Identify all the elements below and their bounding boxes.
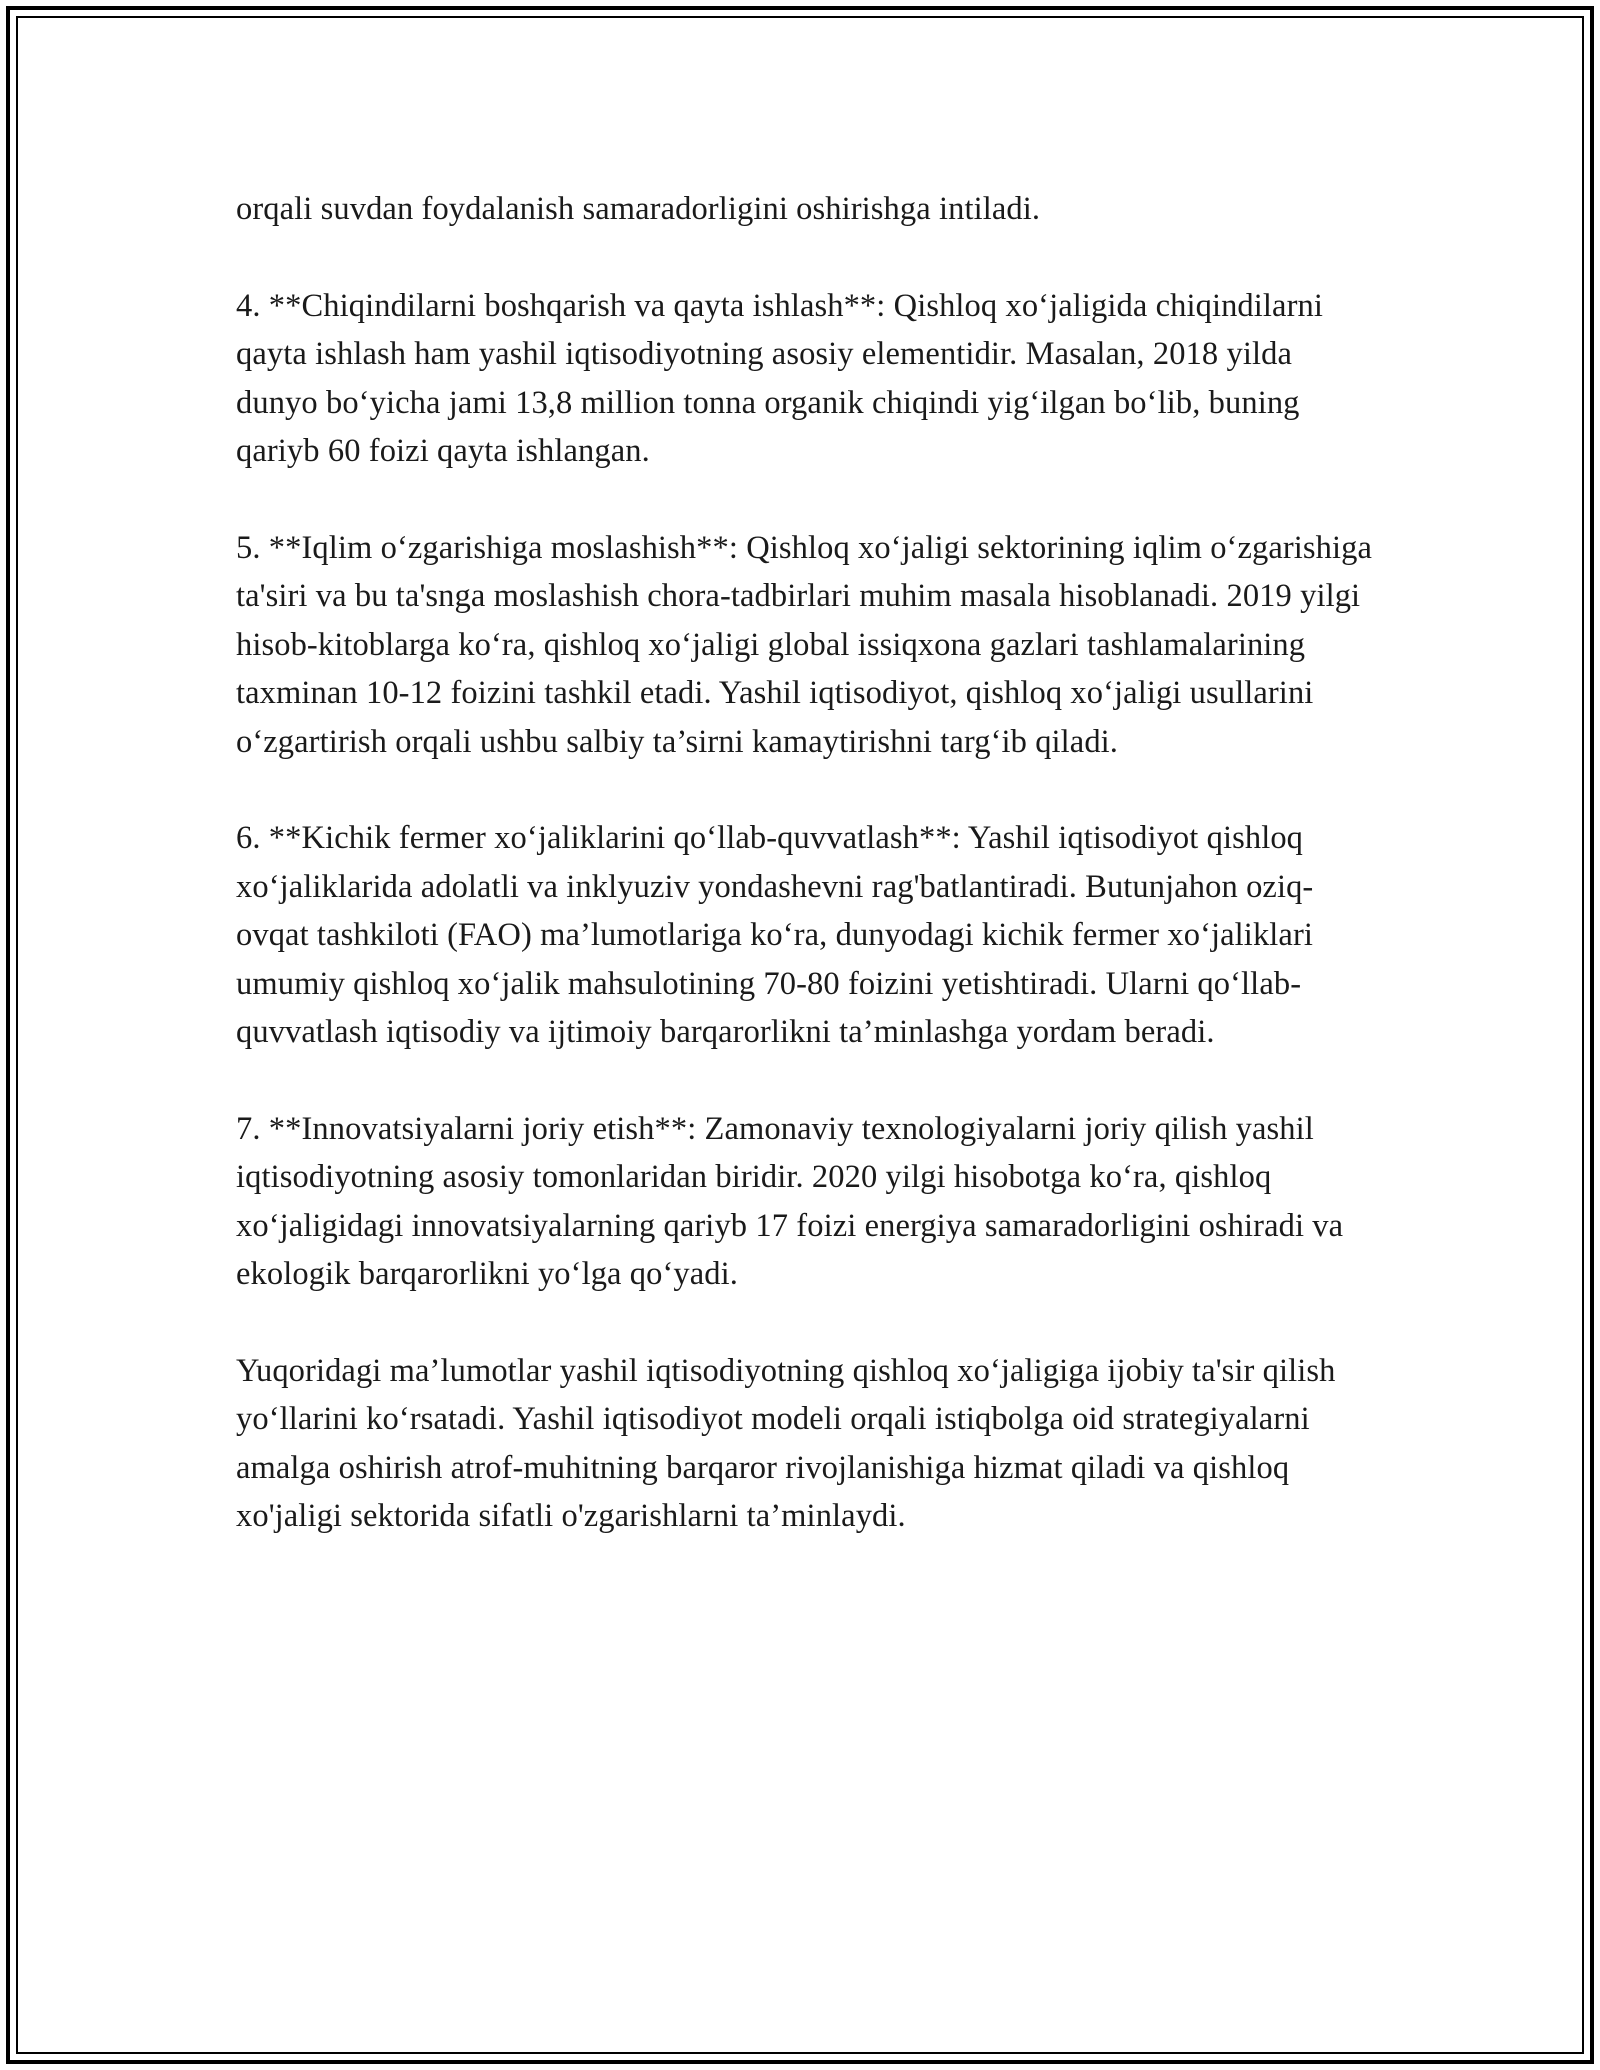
- paragraph-intro-continuation: orqali suvdan foydalanish samaradorligini oshirishga intiladi.: [236, 191, 1041, 227]
- paragraph-conclusion: Yuqoridagi ma’lumotlar yashil iqtisodiyotning qishloq xo‘jaligiga ijobiy ta'sir qilish yo‘llarini ko‘rsatadi. Yashil iqtisodiyot modeli orqali istiqbolga oid strategiyalarni amalga oshirish atrof-muhitning barqaror rivojlanishiga hizmat qiladi va qishloq xo'jaligi sektorida sifatli o'zgarishlarni ta’minlaydi.: [236, 1352, 1336, 1534]
- paragraph-item-6: 6. **Kichik fermer xo‘jaliklarini qo‘llab-quvvatlash**: Yashil iqtisodiyot qishloq xo‘jaliklarida adolatli va inklyuziv yondashevni rag'batlantiradi. Butunjahon oziq-ovqat tashkiloti (FAO) ma’lumotlariga ko‘ra, dunyodagi kichik fermer xo‘jaliklari umumiy qishloq xo‘jalik mahsulotining 70-80 foizini yetishtiradi. Ularni qo‘llab-quvvatlash iqtisodiy va ijtimoiy barqarorlikni ta’minlashga yordam beradi.: [236, 820, 1314, 1050]
- paragraph-item-5: 5. **Iqlim o‘zgarishiga moslashish**: Qishloq xo‘jaligi sektorining iqlim o‘zgarishiga ta'siri va bu ta'snga moslashish chora-tadbirlari muhim masala hisoblanadi. 2019 yilgi hisob-kitoblarga ko‘ra, qishloq xo‘jaligi global issiqxona gazlari tashlamalarining taxminan 10-12 foizini tashkil etadi. Yashil iqtisodiyot, qishloq xo‘jaligi usullarini o‘zgartirish orqali ushbu salbiy ta’sirni kamaytirishni targ‘ib qiladi.: [236, 529, 1373, 760]
- paragraph-item-7: 7. **Innovatsiyalarni joriy etish**: Zamonaviy texnologiyalarni joriy qilish yashil iqtisodiyotning asosiy tomonlaridan biridir. 2020 yilgi hisobotga ko‘ra, qishloq xo‘jaligidagi innovatsiyalarning qariyb 17 foizi energiya samaradorligini oshiradi va ekologik barqarorlikni yo‘lga qo‘yadi.: [236, 1110, 1344, 1292]
- document-body: [236, 185, 1376, 1541]
- paragraph-item-4: 4. **Chiqindilarni boshqarish va qayta ishlash**: Qishloq xo‘jaligida chiqindilarni qayta ishlash ham yashil iqtisodiyotning asosiy elementidir. Masalan, 2018 yilda dunyo bo‘yicha jami 13,8 million tonna organik chiqindi yig‘ilgan bo‘lib, buning qariyb 60 foizi qayta ishlangan.: [236, 287, 1323, 469]
